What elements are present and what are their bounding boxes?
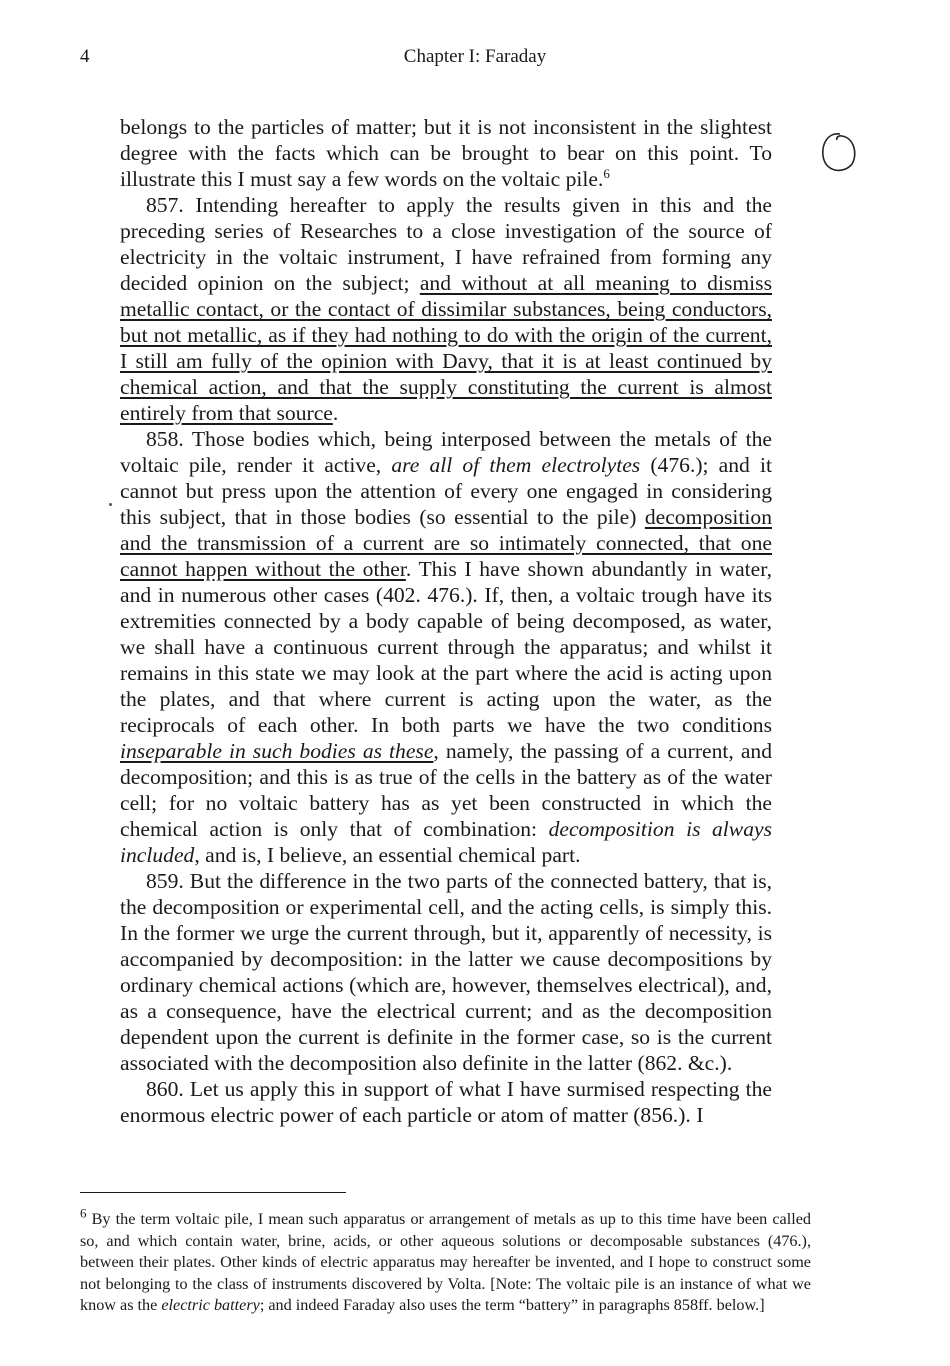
paragraph-859: 859. But the difference in the two parts of the connected battery, that is, the decomposition or experimental cell, and the acting cells, is simply this. In the former we urge the current through, but it, apparently of necessity, is accompanied by decomposition: in the latter we cause decompositions by ordinary chemical actions (which are, however, themselves electrical), and, as a consequence, have the electrical current; and as the decomposition dependent upon the current is definite in the former case, so is the current associated with the decomposition also definite in the latter (862. &c.). <box>120 869 772 1075</box>
paragraph-continuation: belongs to the particles of matter; but it is not inconsistent in the slightest degree with the facts which can be brought to bear on this point. To illustrate this I must say a few words on the voltaic pile.$^6$ <box>120 115 772 191</box>
footnote-rule <box>80 1192 346 1193</box>
underlined-passage-858: decomposition and the transmission of a current are so intimately connected, that one cannot happen without the other <box>120 505 772 581</box>
footnote-ref: 6 <box>603 165 610 181</box>
hand-drawn-circle-icon <box>818 130 858 176</box>
main-body-text <box>120 114 772 1128</box>
underlined-passage-857: and without at all meaning to dismiss metallic contact, or the contact of dissimilar substances, being conductors, but not metallic, as if they had nothing to do with the origin of the current, I still am fully of the opinion with Davy, that it is at least continued by chemical action, and that the supply constituting the current is almost entirely from that source <box>120 271 772 425</box>
footnote: $^6$ By the term voltaic pile, I mean such apparatus or arrangement of metals as up to this time have been called so, and which contain water, brine, acids, or other aqueous solutions or decomposable substances (476.), between their plates. Other kinds of electric apparatus may hereafter be invented, and I hope to construct some not belonging to the class of instruments discovered by Volta. [Note: The voltaic pile is an instance of what we know as the electric battery; and indeed Faraday also uses the term “battery” in paragraphs 858ff. below.] <box>80 1205 811 1314</box>
footnote-mark: 6 <box>80 1205 87 1221</box>
page-number: 4 <box>80 46 90 67</box>
margin-dot <box>109 503 112 506</box>
paragraph-857: 857. Intending hereafter to apply the results given in this and the preceding series of Researches to a close investigation of the source of electricity in the voltaic instrument, I have refrained from forming any decided opinion on the subject; and without at all meaning to dismiss metallic contact, or the contact of dissimilar substances, being conductors, but not metallic, as if they had nothing to do with the origin of the current, I still am fully of the opinion with Davy, that it is at least continued by chemical action, and that the supply constituting the current is almost entirely from that source. <box>120 193 772 425</box>
paragraph-860: 860. Let us apply this in support of what I have surmised respecting the enormous electric power of each particle or atom of matter (856.). I <box>120 1077 772 1127</box>
underlined-italic-858: inseparable in such bodies as these <box>120 739 434 763</box>
running-head: Chapter I: Faraday <box>403 46 547 67</box>
paragraph-858: 858. Those bodies which, being interposed between the metals of the voltaic pile, render it active, are all of them electrolytes (476.); and it cannot but press upon the attention of every one engaged in considering this subject, that in those bodies (so essential to the pile) decomposition and the transmission of a current are so intimately connected, that one cannot happen without the other. This I have shown abundantly in water, and in numerous other cases (402. 476.). If, then, a voltaic trough have its extremities connected by a body capable of being decomposed, as water, we shall have a continuous current through the apparatus; and whilst it remains in this state we may look at the part where the acid is acting upon the plates, and that where current is acting upon the water, as the reciprocals of each other. In both parts we have the two conditions inseparable in such bodies as these, namely, the passing of a current, and decomposition; and this is as true of the cells in the battery as of the water cell; for no voltaic battery has as yet been constructed in which the chemical action is only that of combination: decomposition is always included, and is, I believe, an essential chemical part. <box>120 427 773 867</box>
